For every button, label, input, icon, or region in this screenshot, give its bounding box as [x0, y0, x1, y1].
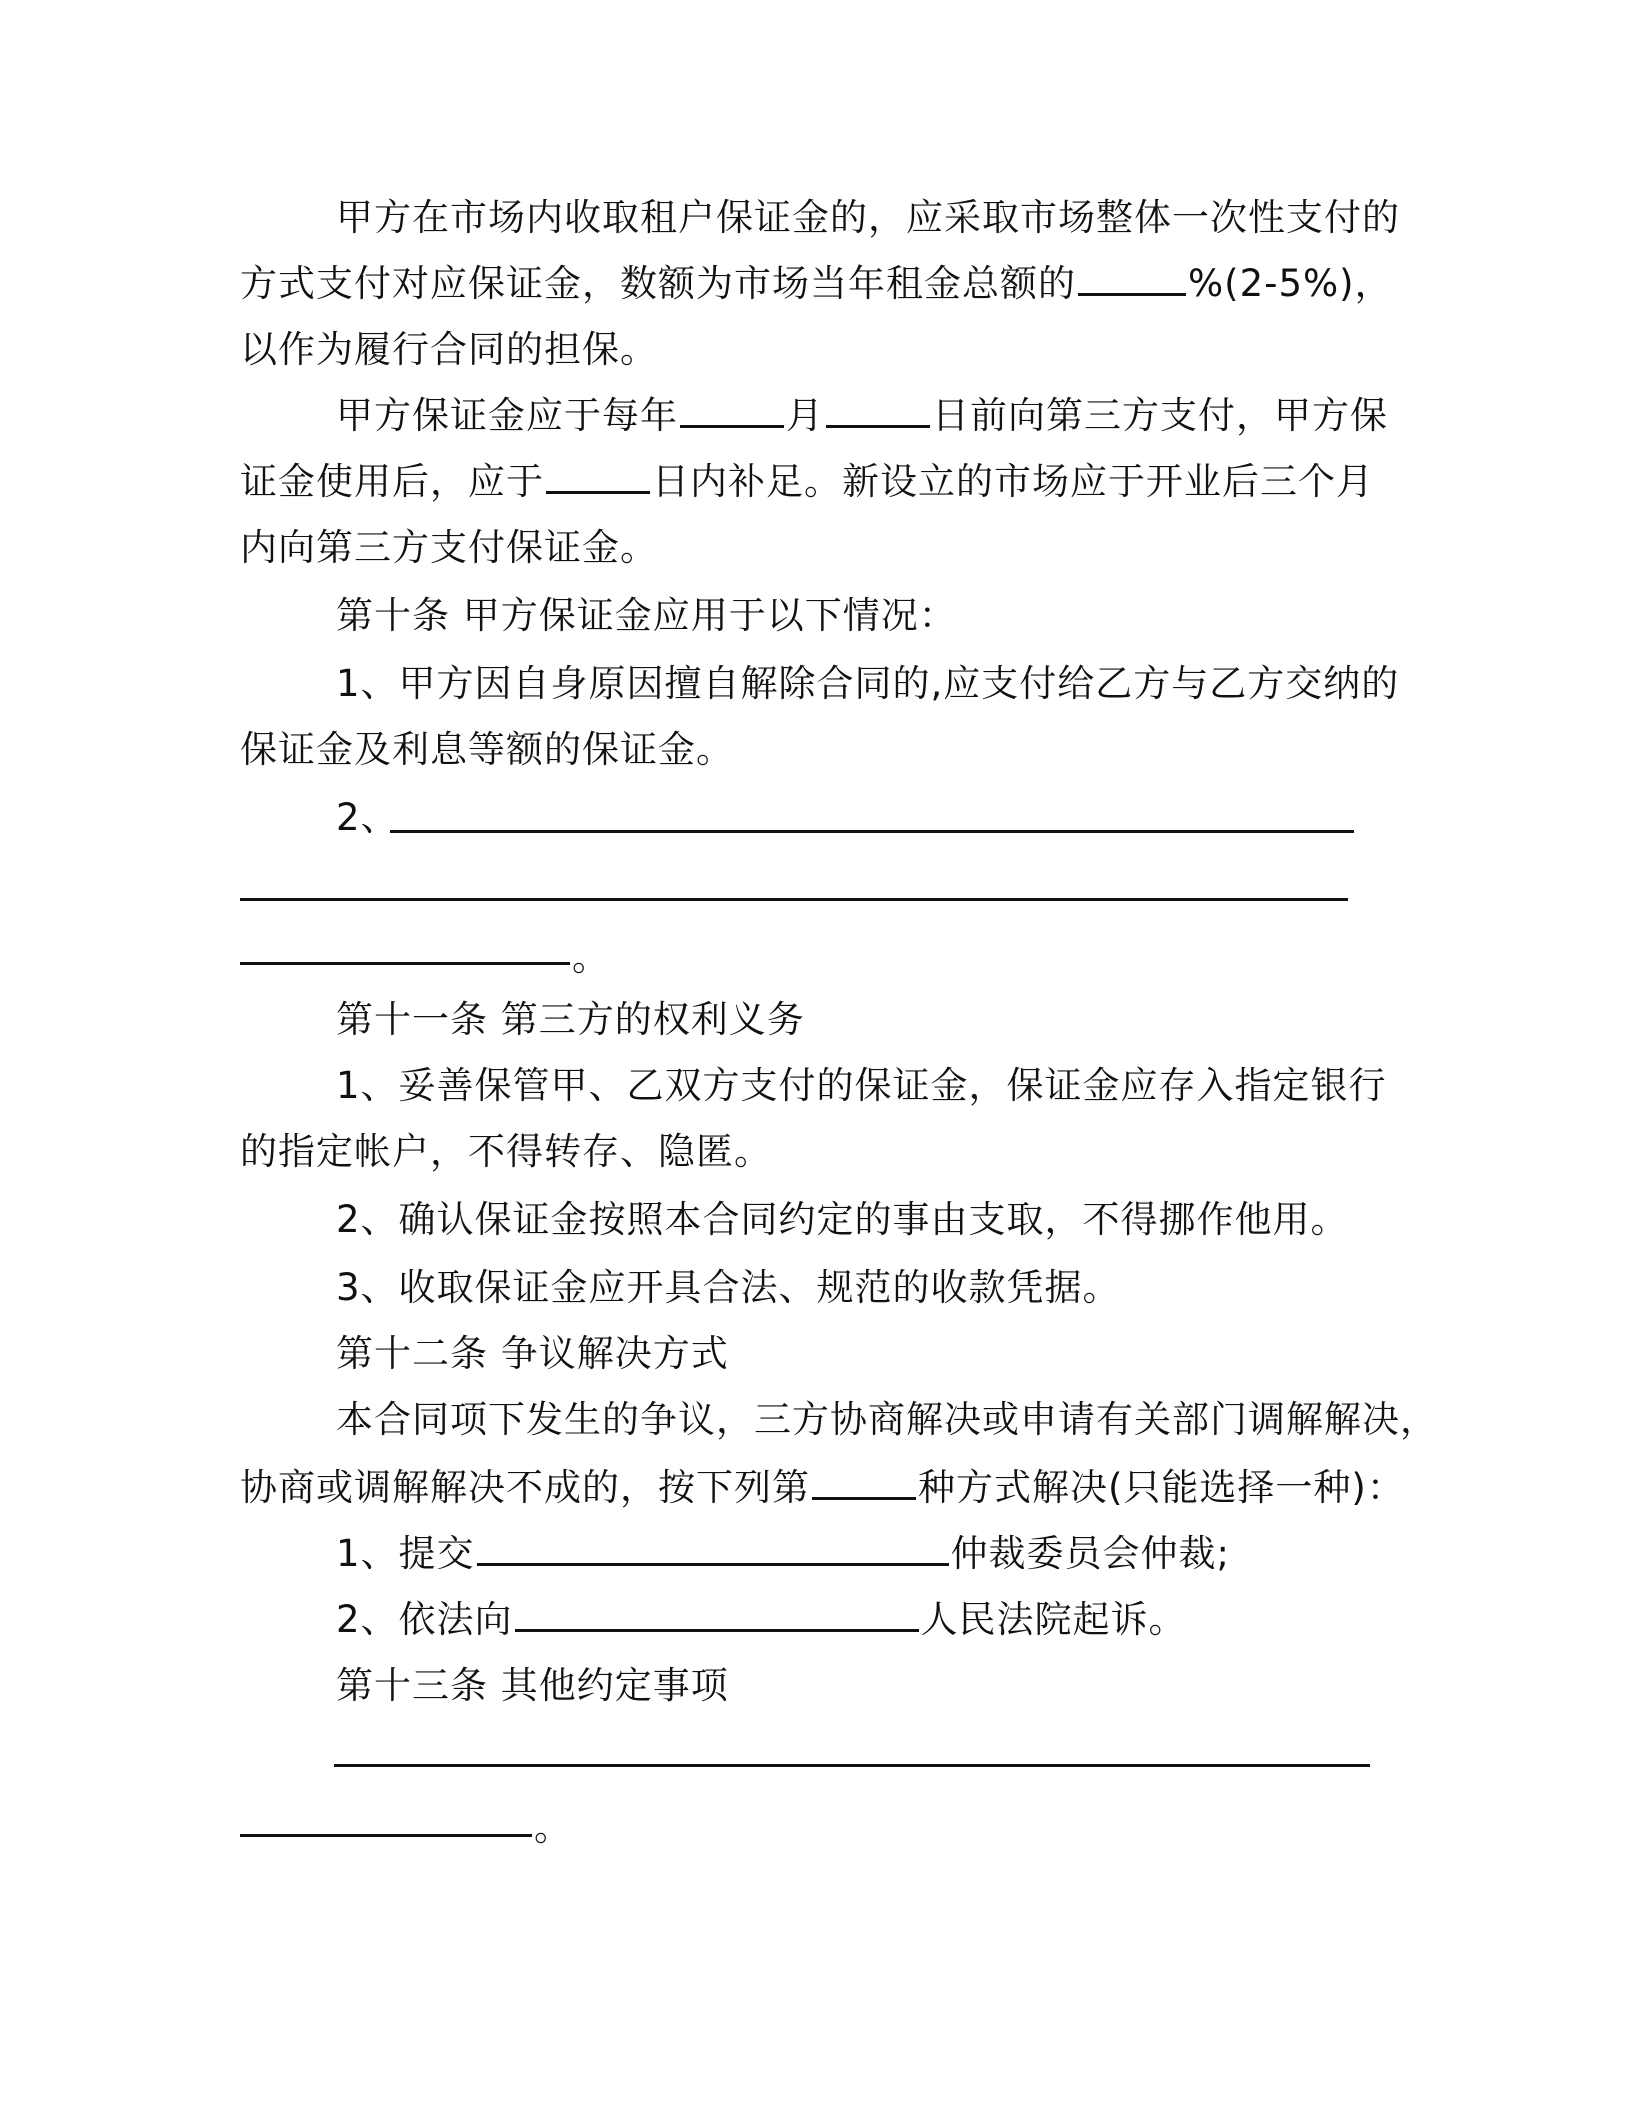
article12-line1: 本合同项下发生的争议，三方协商解决或申请有关部门调解解决， — [336, 1398, 1438, 1441]
para-timing-line2-suffix: 日内补足。新设立的市场应于开业后三个月 — [652, 460, 1374, 503]
article11-item1-line2: 的指定帐户，不得转存、隐匿。 — [240, 1130, 772, 1173]
article11-item1-line1: 1、妥善保管甲、乙双方支付的保证金，保证金应存入指定银行 — [336, 1064, 1387, 1107]
article10-heading: 第十条 甲方保证金应用于以下情况： — [336, 594, 957, 637]
article13-end: 。 — [534, 1806, 572, 1849]
article12-option1 — [336, 1532, 1230, 1576]
article10-item2-blank-line2[interactable] — [240, 898, 1348, 901]
para-timing-line1-text: 甲方保证金应于每年 — [336, 394, 678, 437]
article11-item2: 2、确认保证金按照本合同约定的事由支取，不得挪作他用。 — [336, 1198, 1349, 1241]
para-deposit-line2-text: 方式支付对应保证金，数额为市场当年租金总额的 — [240, 262, 1076, 305]
court-blank[interactable] — [515, 1599, 919, 1632]
article10-item1-line1: 1、甲方因自身原因擅自解除合同的,应支付给乙方与乙方交纳的 — [336, 662, 1400, 705]
article12-line2 — [240, 1466, 1405, 1510]
para-timing-line2-text: 证金使用后，应于 — [240, 460, 544, 503]
option1-suffix: 仲裁委员会仲裁; — [950, 1532, 1231, 1575]
article10-item2-blank-line3[interactable] — [240, 962, 570, 965]
option1-text: 1、提交 — [336, 1532, 475, 1575]
para-timing-line1-suffix: 日前向第三方支付，甲方保 — [932, 394, 1388, 437]
article12-line2-text: 协商或调解解决不成的，按下列第 — [240, 1466, 810, 1509]
article12-line2-suffix: 种方式解决(只能选择一种)： — [918, 1466, 1405, 1509]
article13-blank-line2[interactable] — [240, 1834, 532, 1837]
para-timing-line2 — [240, 460, 1374, 504]
article10-item2-end: 。 — [572, 936, 610, 979]
article12-heading: 第十二条 争议解决方式 — [336, 1332, 729, 1375]
month-label: 月 — [786, 394, 824, 437]
article10-item1-line2: 保证金及利息等额的保证金。 — [240, 728, 734, 771]
para-timing-line3: 内向第三方支付保证金。 — [240, 526, 658, 569]
article10-item2-blank-line1[interactable] — [390, 830, 1354, 833]
article12-option2 — [336, 1598, 1187, 1642]
article13-heading: 第十三条 其他约定事项 — [336, 1664, 729, 1707]
article13-blank-line1[interactable] — [334, 1764, 1370, 1767]
resolution-method-blank[interactable] — [812, 1467, 916, 1500]
option2-text: 2、依法向 — [336, 1598, 513, 1641]
para-deposit-line2 — [240, 262, 1393, 306]
para-deposit-line2-suffix: %(2-5%)， — [1188, 262, 1393, 305]
replenish-days-blank[interactable] — [546, 461, 650, 494]
para-deposit-line1: 甲方在市场内收取租户保证金的，应采取市场整体一次性支付的 — [336, 196, 1400, 239]
para-timing-line1 — [336, 394, 1388, 438]
month-blank[interactable] — [680, 395, 784, 428]
arbitration-commission-blank[interactable] — [477, 1533, 949, 1566]
day-blank[interactable] — [826, 395, 930, 428]
article11-item3: 3、收取保证金应开具合法、规范的收款凭据。 — [336, 1266, 1121, 1309]
option2-suffix: 人民法院起诉。 — [920, 1598, 1187, 1641]
article11-heading: 第十一条 第三方的权利义务 — [336, 998, 805, 1041]
para-deposit-line3: 以作为履行合同的担保。 — [240, 328, 658, 371]
percent-blank[interactable] — [1078, 263, 1186, 296]
article10-item2-prefix: 2、 — [336, 796, 399, 839]
